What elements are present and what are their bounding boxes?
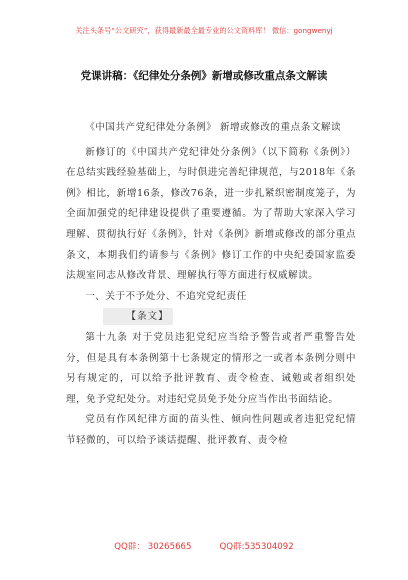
footer xyxy=(0,540,408,552)
article-continuation-paragraph: 党员有作风纪律方面的苗头性、倾向性问题或者违犯党纪情节轻微的，可以给予谈话提醒、批评教育、责令检 xyxy=(66,414,356,446)
article-tag-line xyxy=(66,307,356,328)
document-body xyxy=(66,118,356,452)
intro-paragraph: 新修订的《中国共产党纪律处分条例》（以下简称《条例》）在总结实践经验基础上，与时俱进完善纪律规范，与2018年《条例》相比，新增16条，修改76条，进一步扎紧织密制度笼子，为全面加强党的纪律建设提供了重要遵循。为了帮助大家深入学习理解、贯彻执行好《条例》，针对《条例》新增或修改的部分重点条文，本期我们约请参与《条例》修订工作的中央纪委国家监委法规室同志从修改背景、理解执行等方面进行权威解读。 xyxy=(66,146,356,282)
header-note: 关注头条号“公文研究”，获得最新最全最专业的公文资料库！ 微信：gongwenyj xyxy=(75,26,333,35)
footer-qq-group-2: QQ群:535304092 xyxy=(219,542,294,552)
article-19-paragraph: 第十九条 对于党员违犯党纪应当给予警告或者严重警告处分，但是具有本条例第十七条规定的情形之一或者本条例分则中另有规定的，可以给予批评教育、责令检查、诫勉或者组织处理，免予党纪处分。对违纪党员免予处分应当作出书面结论。 xyxy=(66,331,356,405)
article-tag: 【条文】 xyxy=(103,308,173,325)
subject-line: 《中国共产党纪律处分条例》 新增或修改的重点条文解读 xyxy=(85,122,342,133)
document-title: 党课讲稿：《纪律处分条例》新增或修改重点条文解读 xyxy=(80,70,328,82)
footer-qq-group-1: QQ群： 30265665 xyxy=(114,542,192,552)
section-heading: 一、关于不予处分、不追究党纪责任 xyxy=(85,290,247,302)
